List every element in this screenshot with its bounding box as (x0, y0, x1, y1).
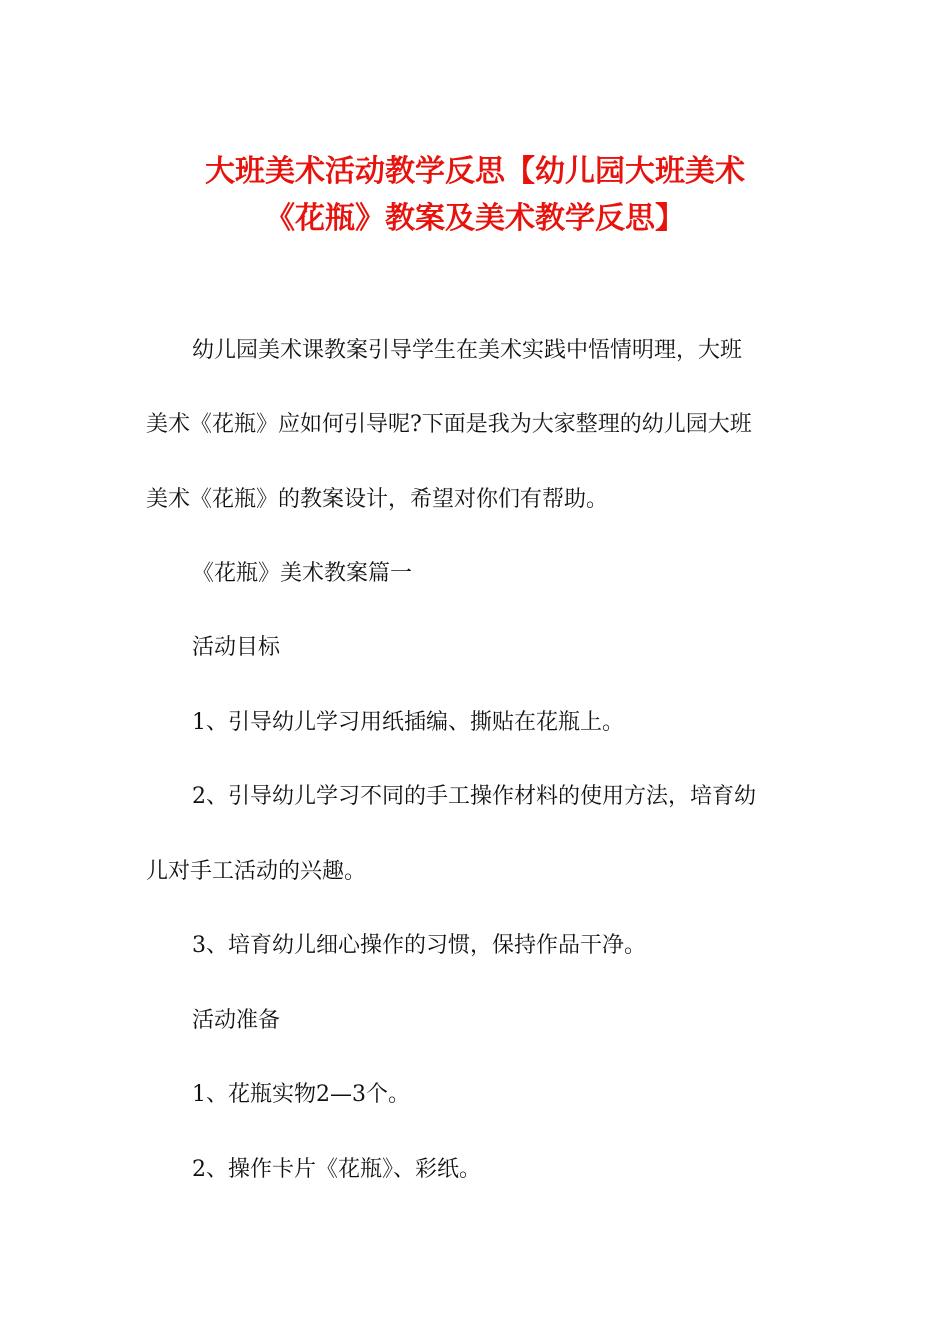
list-item: 2、操作卡片《花瓶》、彩纸。 (192, 1157, 481, 1182)
list-item: 2、引导幼儿学习不同的手工操作材料的使用方法，培育幼 (192, 784, 756, 809)
section-heading: 活动准备 (192, 1008, 281, 1033)
section-heading: 活动目标 (192, 635, 281, 660)
paragraph-line: 美术《花瓶》应如何引导呢?下面是我为大家整理的幼儿园大班 (146, 412, 752, 437)
list-item: 1、引导幼儿学习用纸插编、撕贴在花瓶上。 (192, 710, 624, 735)
paragraph-line: 美术《花瓶》的教案设计，希望对你们有帮助。 (146, 487, 609, 512)
list-item: 3、培育幼儿细心操作的习惯，保持作品干净。 (192, 933, 646, 958)
section-heading: 《花瓶》美术教案篇一 (192, 561, 413, 586)
document-title-line-2: 《花瓶》教案及美术教学反思】 (265, 201, 685, 236)
paragraph-line: 幼儿园美术课教案引导学生在美术实践中悟情明理，大班 (192, 338, 743, 363)
list-item: 1、花瓶实物2—3个。 (192, 1082, 410, 1107)
list-item-continuation: 儿对手工活动的兴趣。 (146, 859, 367, 884)
document-title-line-1: 大班美术活动教学反思【幼儿园大班美术 (205, 154, 745, 189)
